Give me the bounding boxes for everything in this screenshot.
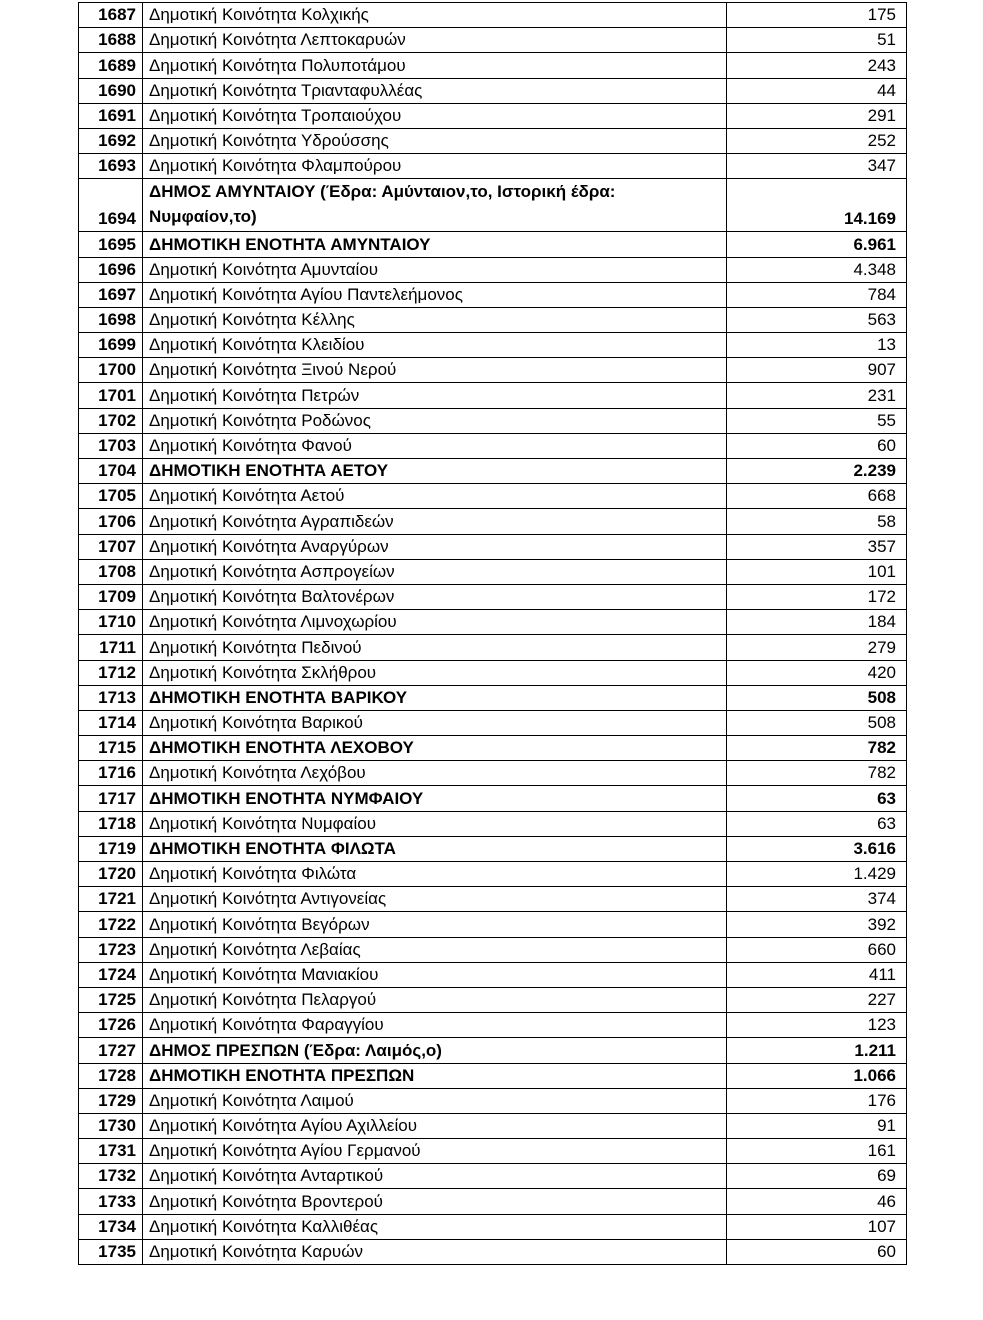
- table-row: [79, 761, 907, 786]
- table-row: [79, 128, 907, 153]
- row-number: 1731: [79, 1139, 143, 1164]
- table-row: [79, 811, 907, 836]
- row-number: 1696: [79, 257, 143, 282]
- table-row: [79, 257, 907, 282]
- row-number: 1701: [79, 383, 143, 408]
- table-row: [79, 3, 907, 28]
- population-table: [78, 2, 907, 1265]
- community-name: Δημοτική Κοινότητα Πετρών: [143, 383, 727, 408]
- row-number: 1695: [79, 232, 143, 257]
- population-value: 4.348: [727, 257, 907, 282]
- row-number: 1710: [79, 610, 143, 635]
- community-name: Δημοτική Κοινότητα Φιλώτα: [143, 862, 727, 887]
- population-value: 60: [727, 1239, 907, 1264]
- community-name: Δημοτική Κοινότητα Αγίου Παντελεήμονος: [143, 282, 727, 307]
- table-row: [79, 1214, 907, 1239]
- community-name: Δημοτική Κοινότητα Ανταρτικού: [143, 1164, 727, 1189]
- row-number: 1734: [79, 1214, 143, 1239]
- community-name: Δημοτική Κοινότητα Αγραπιδεών: [143, 509, 727, 534]
- community-name: Δημοτική Κοινότητα Σκλήθρου: [143, 660, 727, 685]
- table-row: [79, 1239, 907, 1264]
- table-row: [79, 1038, 907, 1063]
- row-number: 1712: [79, 660, 143, 685]
- community-name: Δημοτική Κοινότητα Νυμφαίου: [143, 811, 727, 836]
- community-name: Δημοτική Κοινότητα Πεδινού: [143, 635, 727, 660]
- row-number: 1711: [79, 635, 143, 660]
- community-name: ΔΗΜΟΤΙΚΗ ΕΝΟΤΗΤΑ ΠΡΕΣΠΩΝ: [143, 1063, 727, 1088]
- row-number: 1689: [79, 53, 143, 78]
- community-name: ΔΗΜΟΤΙΚΗ ΕΝΟΤΗΤΑ ΑΕΤΟΥ: [143, 459, 727, 484]
- table-row: [79, 786, 907, 811]
- community-name: Δημοτική Κοινότητα Κλειδίου: [143, 333, 727, 358]
- table-row: [79, 307, 907, 332]
- community-name: ΔΗΜΟΣ ΑΜΥΝΤΑΙΟΥ (Έδρα: Αμύνταιον,το, Ιστορική έδρα: Νυμφαίον,το): [143, 179, 727, 232]
- table-row: [79, 103, 907, 128]
- row-number: 1726: [79, 1013, 143, 1038]
- population-value: 123: [727, 1013, 907, 1038]
- population-value: 508: [727, 685, 907, 710]
- community-name: Δημοτική Κοινότητα Αετού: [143, 484, 727, 509]
- population-value: 231: [727, 383, 907, 408]
- population-value: 508: [727, 710, 907, 735]
- row-number: 1687: [79, 3, 143, 28]
- community-name: Δημοτική Κοινότητα Αμυνταίου: [143, 257, 727, 282]
- table-row: [79, 887, 907, 912]
- row-number: 1702: [79, 408, 143, 433]
- table-row: [79, 610, 907, 635]
- table-row: [79, 534, 907, 559]
- population-value: 3.616: [727, 836, 907, 861]
- table-row: [79, 862, 907, 887]
- row-number: 1723: [79, 937, 143, 962]
- population-value: 69: [727, 1164, 907, 1189]
- community-name: Δημοτική Κοινότητα Λαιμού: [143, 1088, 727, 1113]
- row-number: 1703: [79, 433, 143, 458]
- population-value: 2.239: [727, 459, 907, 484]
- table-row: [79, 937, 907, 962]
- population-value: 161: [727, 1139, 907, 1164]
- community-name: ΔΗΜΟΤΙΚΗ ΕΝΟΤΗΤΑ ΝΥΜΦΑΙΟΥ: [143, 786, 727, 811]
- table-row: [79, 78, 907, 103]
- row-number: 1690: [79, 78, 143, 103]
- row-number: 1705: [79, 484, 143, 509]
- table-row: [79, 1013, 907, 1038]
- population-value: 668: [727, 484, 907, 509]
- row-number: 1727: [79, 1038, 143, 1063]
- row-number: 1730: [79, 1113, 143, 1138]
- table-row: [79, 333, 907, 358]
- population-value: 374: [727, 887, 907, 912]
- table-body: [79, 3, 907, 1265]
- table-row: [79, 635, 907, 660]
- row-number: 1698: [79, 307, 143, 332]
- community-name: Δημοτική Κοινότητα Κολχικής: [143, 3, 727, 28]
- community-name: Δημοτική Κοινότητα Μανιακίου: [143, 962, 727, 987]
- row-number: 1713: [79, 685, 143, 710]
- table-row: [79, 408, 907, 433]
- row-number: 1732: [79, 1164, 143, 1189]
- community-name: Δημοτική Κοινότητα Αγίου Γερμανού: [143, 1139, 727, 1164]
- row-number: 1715: [79, 736, 143, 761]
- table-row: [79, 358, 907, 383]
- population-value: 13: [727, 333, 907, 358]
- table-row: [79, 660, 907, 685]
- table-row: [79, 433, 907, 458]
- population-value: 176: [727, 1088, 907, 1113]
- row-number: 1697: [79, 282, 143, 307]
- population-value: 784: [727, 282, 907, 307]
- row-number: 1704: [79, 459, 143, 484]
- row-number: 1719: [79, 836, 143, 861]
- row-number: 1708: [79, 559, 143, 584]
- population-value: 172: [727, 584, 907, 609]
- row-number: 1699: [79, 333, 143, 358]
- community-name: Δημοτική Κοινότητα Πελαργού: [143, 987, 727, 1012]
- table-row: [79, 685, 907, 710]
- population-value: 1.066: [727, 1063, 907, 1088]
- community-name: Δημοτική Κοινότητα Λιμνοχωρίου: [143, 610, 727, 635]
- population-value: 782: [727, 761, 907, 786]
- community-name: Δημοτική Κοινότητα Καλλιθέας: [143, 1214, 727, 1239]
- table-row: [79, 736, 907, 761]
- community-name: Δημοτική Κοινότητα Αντιγονείας: [143, 887, 727, 912]
- population-value: 175: [727, 3, 907, 28]
- population-value: 107: [727, 1214, 907, 1239]
- community-name: Δημοτική Κοινότητα Λεπτοκαρυών: [143, 28, 727, 53]
- row-number: 1700: [79, 358, 143, 383]
- community-name: Δημοτική Κοινότητα Καρυών: [143, 1239, 727, 1264]
- population-value: 60: [727, 433, 907, 458]
- population-value: 91: [727, 1113, 907, 1138]
- population-value: 1.429: [727, 862, 907, 887]
- table-row: [79, 232, 907, 257]
- community-name: ΔΗΜΟΣ ΠΡΕΣΠΩΝ (Έδρα: Λαιμός,ο): [143, 1038, 727, 1063]
- community-name: Δημοτική Κοινότητα Υδρούσσης: [143, 128, 727, 153]
- table-row: [79, 383, 907, 408]
- row-number: 1688: [79, 28, 143, 53]
- table-row: [79, 28, 907, 53]
- population-value: 101: [727, 559, 907, 584]
- community-name: Δημοτική Κοινότητα Βροντερού: [143, 1189, 727, 1214]
- population-value: 1.211: [727, 1038, 907, 1063]
- table-row: [79, 179, 907, 232]
- population-value: 55: [727, 408, 907, 433]
- community-name: ΔΗΜΟΤΙΚΗ ΕΝΟΤΗΤΑ ΑΜΥΝΤΑΙΟΥ: [143, 232, 727, 257]
- table-row: [79, 282, 907, 307]
- table-row: [79, 836, 907, 861]
- population-value: 782: [727, 736, 907, 761]
- table-row: [79, 53, 907, 78]
- population-value: 243: [727, 53, 907, 78]
- row-number: 1694: [79, 179, 143, 232]
- population-value: 63: [727, 811, 907, 836]
- population-value: 63: [727, 786, 907, 811]
- table-row: [79, 459, 907, 484]
- row-number: 1718: [79, 811, 143, 836]
- population-value: 279: [727, 635, 907, 660]
- row-number: 1720: [79, 862, 143, 887]
- row-number: 1716: [79, 761, 143, 786]
- row-number: 1693: [79, 154, 143, 179]
- table-row: [79, 559, 907, 584]
- table-row: [79, 1088, 907, 1113]
- population-value: 51: [727, 28, 907, 53]
- row-number: 1721: [79, 887, 143, 912]
- population-value: 563: [727, 307, 907, 332]
- row-number: 1724: [79, 962, 143, 987]
- population-value: 660: [727, 937, 907, 962]
- population-value: 907: [727, 358, 907, 383]
- row-number: 1714: [79, 710, 143, 735]
- population-value: 6.961: [727, 232, 907, 257]
- community-name: Δημοτική Κοινότητα Φανού: [143, 433, 727, 458]
- community-name: Δημοτική Κοινότητα Ροδώνος: [143, 408, 727, 433]
- community-name: Δημοτική Κοινότητα Λεβαίας: [143, 937, 727, 962]
- population-value: 252: [727, 128, 907, 153]
- community-name: Δημοτική Κοινότητα Βαρικού: [143, 710, 727, 735]
- community-name: ΔΗΜΟΤΙΚΗ ΕΝΟΤΗΤΑ ΦΙΛΩΤΑ: [143, 836, 727, 861]
- table-row: [79, 987, 907, 1012]
- row-number: 1691: [79, 103, 143, 128]
- population-value: 227: [727, 987, 907, 1012]
- table-row: [79, 154, 907, 179]
- population-value: 347: [727, 154, 907, 179]
- row-number: 1709: [79, 584, 143, 609]
- table-row: [79, 962, 907, 987]
- table-row: [79, 1063, 907, 1088]
- community-name: Δημοτική Κοινότητα Τροπαιούχου: [143, 103, 727, 128]
- community-name: Δημοτική Κοινότητα Αγίου Αχιλλείου: [143, 1113, 727, 1138]
- population-value: 357: [727, 534, 907, 559]
- table-row: [79, 584, 907, 609]
- row-number: 1728: [79, 1063, 143, 1088]
- row-number: 1692: [79, 128, 143, 153]
- population-value: 46: [727, 1189, 907, 1214]
- community-name: Δημοτική Κοινότητα Ασπρογείων: [143, 559, 727, 584]
- community-name: ΔΗΜΟΤΙΚΗ ΕΝΟΤΗΤΑ ΛΕΧΟΒΟΥ: [143, 736, 727, 761]
- population-value: 392: [727, 912, 907, 937]
- community-name: Δημοτική Κοινότητα Φλαμπούρου: [143, 154, 727, 179]
- community-name: Δημοτική Κοινότητα Βαλτονέρων: [143, 584, 727, 609]
- population-value: 184: [727, 610, 907, 635]
- table-row: [79, 710, 907, 735]
- row-number: 1733: [79, 1189, 143, 1214]
- row-number: 1729: [79, 1088, 143, 1113]
- table-row: [79, 1113, 907, 1138]
- row-number: 1725: [79, 987, 143, 1012]
- population-value: 420: [727, 660, 907, 685]
- community-name: Δημοτική Κοινότητα Κέλλης: [143, 307, 727, 332]
- community-name: Δημοτική Κοινότητα Λεχόβου: [143, 761, 727, 786]
- population-value: 44: [727, 78, 907, 103]
- community-name: Δημοτική Κοινότητα Τριανταφυλλέας: [143, 78, 727, 103]
- table-row: [79, 1164, 907, 1189]
- row-number: 1706: [79, 509, 143, 534]
- table-row: [79, 509, 907, 534]
- row-number: 1735: [79, 1239, 143, 1264]
- row-number: 1707: [79, 534, 143, 559]
- population-value: 411: [727, 962, 907, 987]
- table-row: [79, 484, 907, 509]
- population-value: 58: [727, 509, 907, 534]
- community-name: Δημοτική Κοινότητα Αναργύρων: [143, 534, 727, 559]
- population-value: 291: [727, 103, 907, 128]
- community-name: Δημοτική Κοινότητα Πολυποτάμου: [143, 53, 727, 78]
- community-name: ΔΗΜΟΤΙΚΗ ΕΝΟΤΗΤΑ ΒΑΡΙΚΟΥ: [143, 685, 727, 710]
- community-name: Δημοτική Κοινότητα Βεγόρων: [143, 912, 727, 937]
- community-name: Δημοτική Κοινότητα Φαραγγίου: [143, 1013, 727, 1038]
- row-number: 1717: [79, 786, 143, 811]
- row-number: 1722: [79, 912, 143, 937]
- table-row: [79, 912, 907, 937]
- table-row: [79, 1189, 907, 1214]
- population-value: 14.169: [727, 179, 907, 232]
- community-name: Δημοτική Κοινότητα Ξινού Νερού: [143, 358, 727, 383]
- table-row: [79, 1139, 907, 1164]
